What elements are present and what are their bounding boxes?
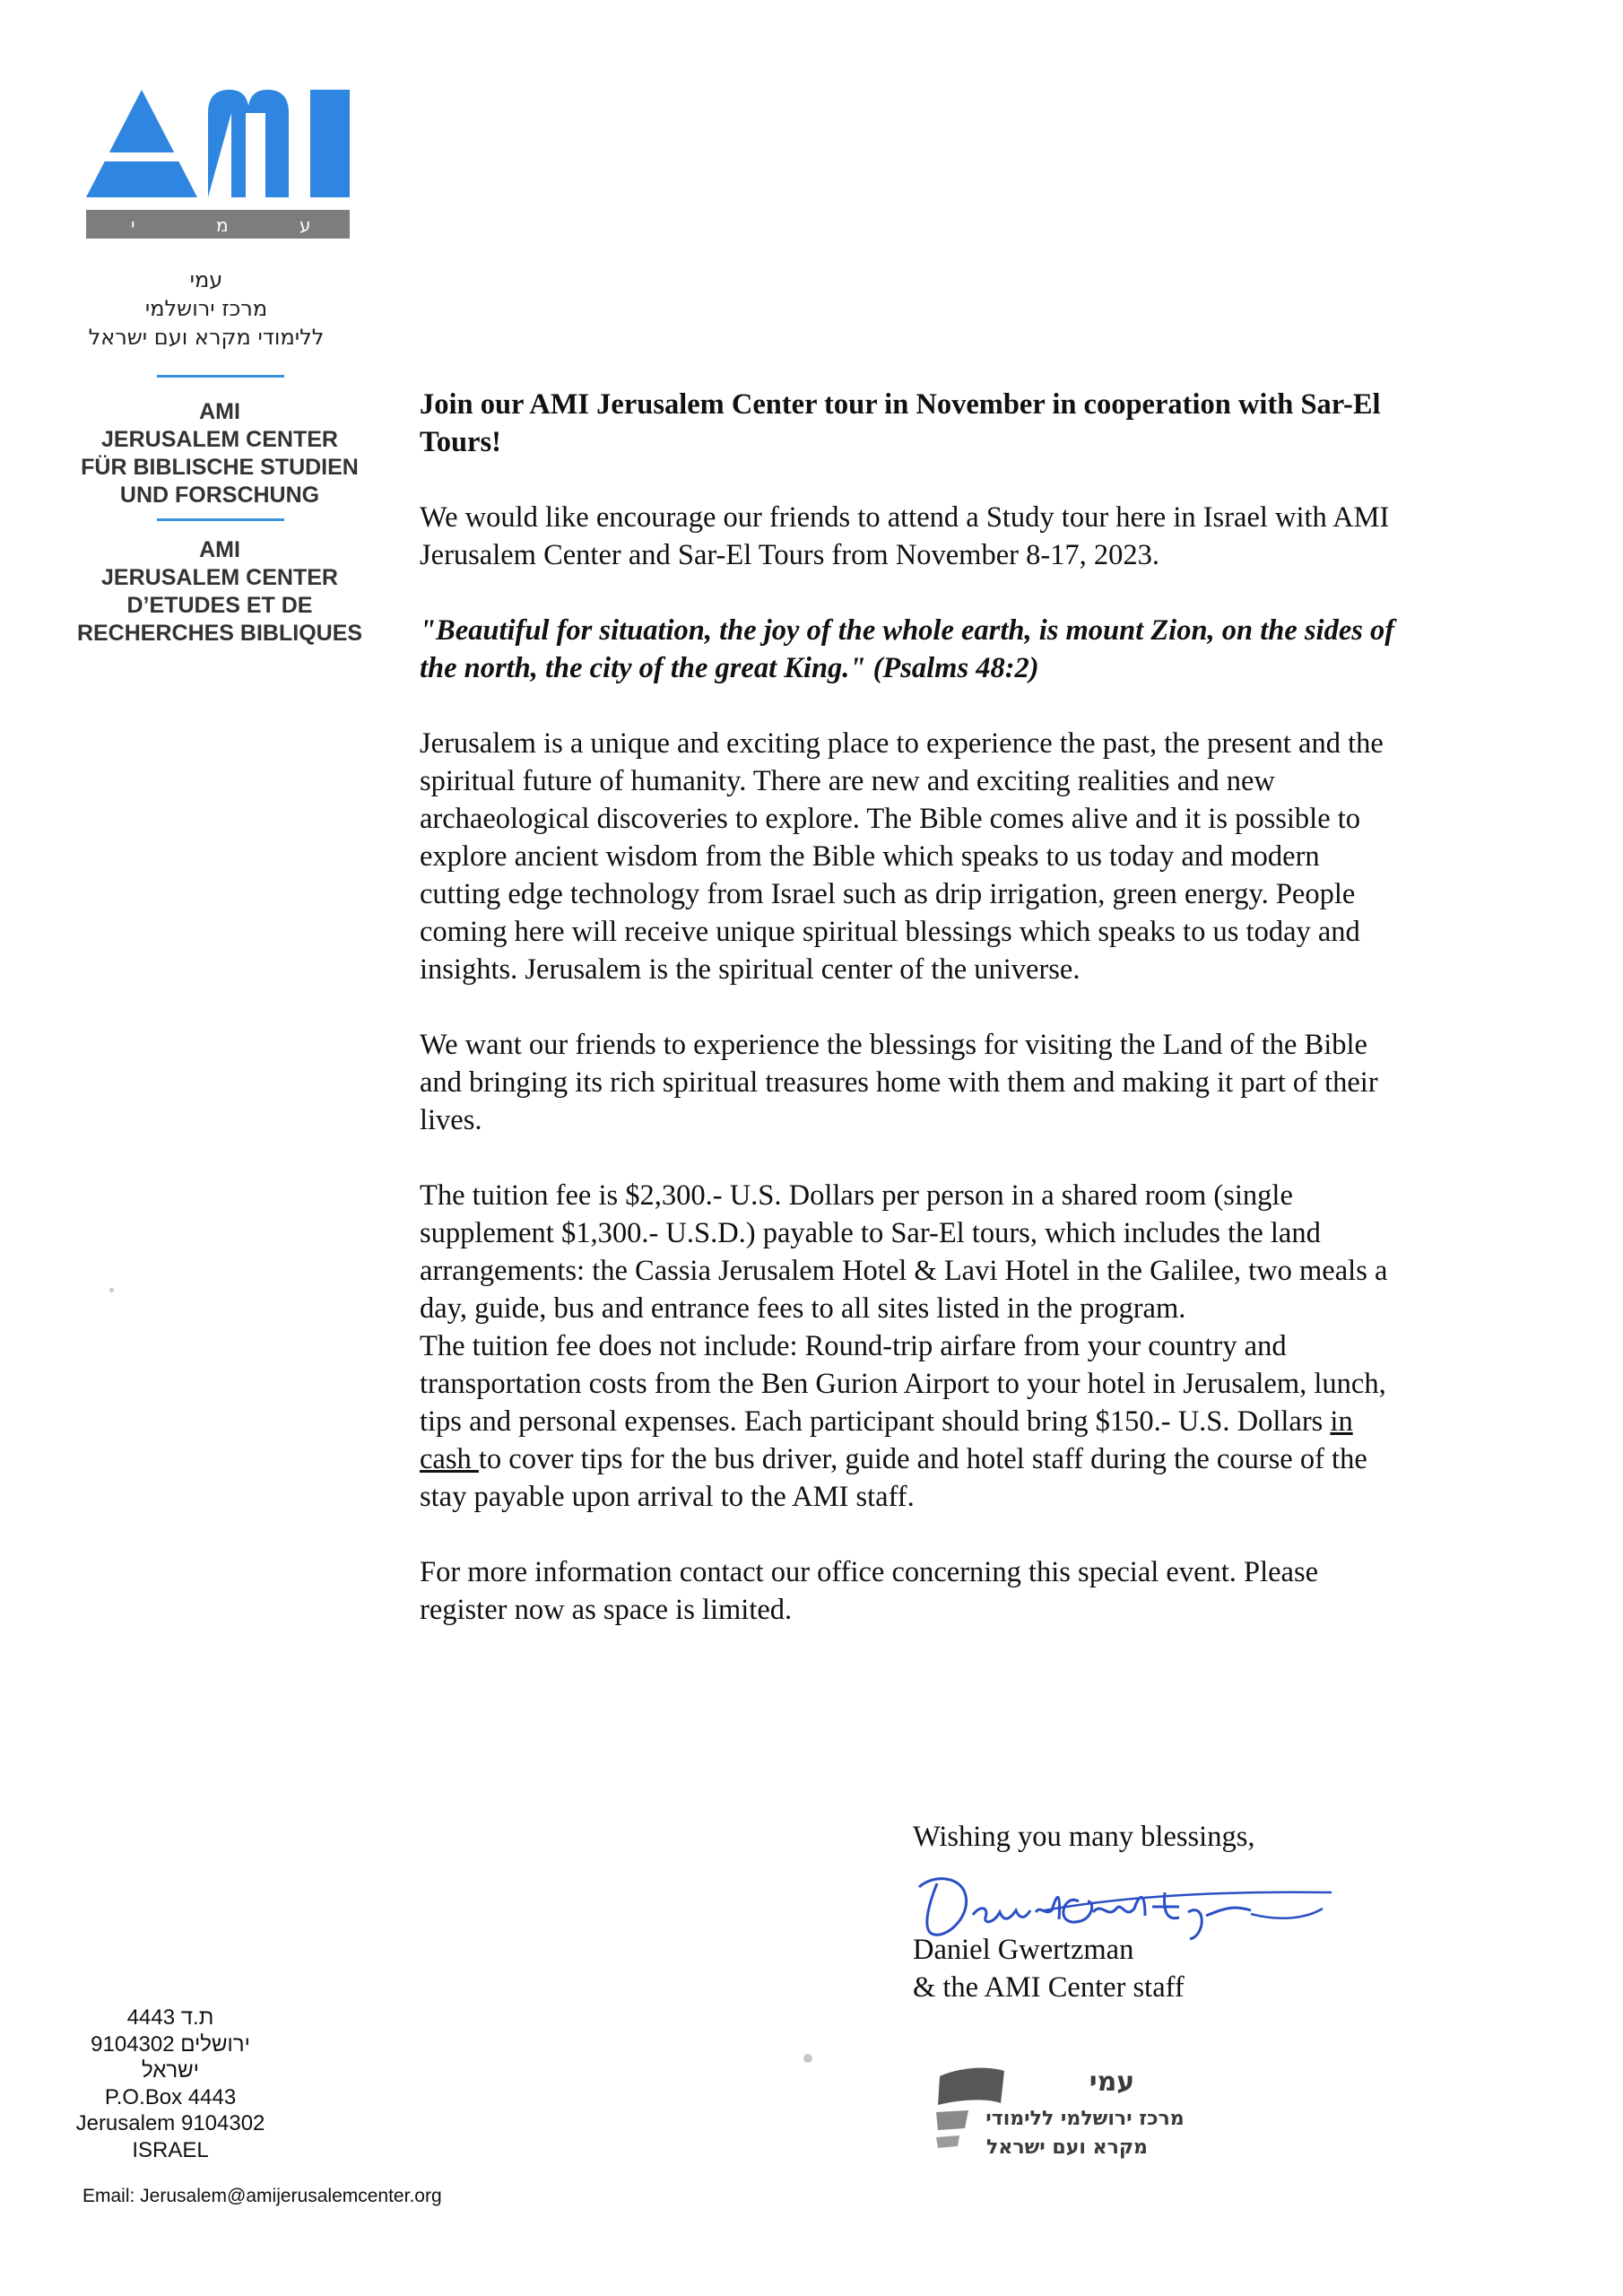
- letter-heading: Join our AMI Jerusalem Center tour in November in cooperation with Sar-El Tours!: [420, 388, 1381, 458]
- german-line: AMI: [199, 399, 240, 424]
- divider: [157, 375, 284, 378]
- french-line: RECHERCHES BIBLIQUES: [76, 621, 363, 646]
- fee-paragraph: The tuition fee is $2,300.- U.S. Dollars per person in a shared room (single supplement $1,300.- U.S.D.) payable to Sar-El tours, which includes the land arrangements: the Cassia Jerusalem Hotel & Lavi Hotel in the Galilee, two meals a day, guide, bus and entrance fees to all sites listed in the program.: [420, 1179, 1388, 1325]
- in-cash-emphasis: in cash: [420, 1405, 1353, 1475]
- stamp-line: מרכז ירושלמי ללימודי: [985, 2108, 1185, 2130]
- address-line: Jerusalem 9104302: [75, 2111, 265, 2135]
- contact-paragraph: For more information contact our office concerning this special event. Please register now as space is limited.: [420, 1556, 1319, 1626]
- signer-name: Daniel Gwertzman: [913, 1934, 1134, 1966]
- svg-text:ע: ע: [299, 214, 311, 236]
- german-line: JERUSALEM CENTER: [101, 427, 338, 452]
- french-line: JERUSALEM CENTER: [101, 565, 338, 590]
- stamp-line: עמי: [1089, 2066, 1135, 2098]
- french-name: [36, 536, 404, 648]
- german-line: FÜR BIBLISCHE STUDIEN: [81, 455, 359, 480]
- organization-stamp: [933, 2058, 1219, 2166]
- address-line: ישראל: [142, 2058, 199, 2083]
- letter-body: [420, 386, 1397, 1666]
- postal-address: [54, 2005, 287, 2163]
- french-line: D’ETUDES ET DE: [126, 593, 313, 618]
- blessings-paragraph: We want our friends to experience the blessings for visiting the Land of the Bible and bringing its rich spiritual treasures home with them and making it part of their lives.: [420, 1029, 1378, 1136]
- address-line: ת.ד 4443: [126, 2005, 214, 2030]
- signer-block: [913, 1931, 1185, 2006]
- closing-line: Wishing you many blessings,: [913, 1821, 1255, 1853]
- ami-logo: [86, 86, 350, 239]
- intro-paragraph: We would like encourage our friends to attend a Study tour here in Israel with AMI Jerusalem Center and Sar-El Tours from November 8-17, 2023.: [420, 501, 1390, 571]
- hebrew-line: מרכז ירושלמי: [144, 296, 268, 321]
- hebrew-line: ללימודי מקרא ועם ישראל: [88, 325, 325, 350]
- exclusions-text-end: to cover tips for the bus driver, guide and hotel staff during the course of the stay payable upon arrival to the AMI staff.: [420, 1443, 1367, 1513]
- hebrew-name: [36, 265, 377, 352]
- french-line: AMI: [199, 537, 240, 562]
- german-name: [36, 398, 404, 509]
- svg-text:מ: מ: [216, 214, 229, 236]
- address-line: ירושלים 9104302: [91, 2031, 250, 2057]
- scan-speck: [803, 2054, 812, 2063]
- german-line: UND FORSCHUNG: [119, 483, 320, 508]
- address-line: ISRAEL: [132, 2137, 209, 2162]
- psalm-quote: "Beautiful for situation, the joy of the whole earth, is mount Zion, on the sides of the north, the city of the great King." (Psalms 48:2): [420, 614, 1395, 684]
- address-line: P.O.Box 4443: [104, 2084, 237, 2109]
- svg-text:י: י: [131, 214, 135, 236]
- scan-speck: [109, 1288, 114, 1292]
- exclusions-text: The tuition fee does not include: Round-trip airfare from your country and transportation costs from the Ben Gurion Airport to your hotel in Jerusalem, lunch, tips and personal expenses. Each participant should bring $150.- U.S. Dollars: [420, 1330, 1386, 1438]
- jerusalem-paragraph: Jerusalem is a unique and exciting place to experience the past, the present and the spiritual future of humanity. There are new and exciting realities and new archaeological discoveries to explore. The Bible comes alive and it is possible to explore ancient wisdom from the Bible which speaks to us today and modern cutting edge technology from Israel such as drip irrigation, green energy. People coming here will receive unique spiritual blessings which speaks to us today and insights. Jerusalem is the spiritual center of the universe.: [420, 727, 1384, 986]
- divider: [157, 518, 284, 521]
- stamp-line: מקרא ועם ישראל: [986, 2136, 1148, 2159]
- hebrew-line: עמי: [189, 267, 223, 292]
- contact-email: Email: Jerusalem@amijerusalemcenter.org: [82, 2186, 442, 2206]
- exclusions-paragraph: [420, 1327, 1397, 1516]
- signer-staff: & the AMI Center staff: [913, 1971, 1185, 2004]
